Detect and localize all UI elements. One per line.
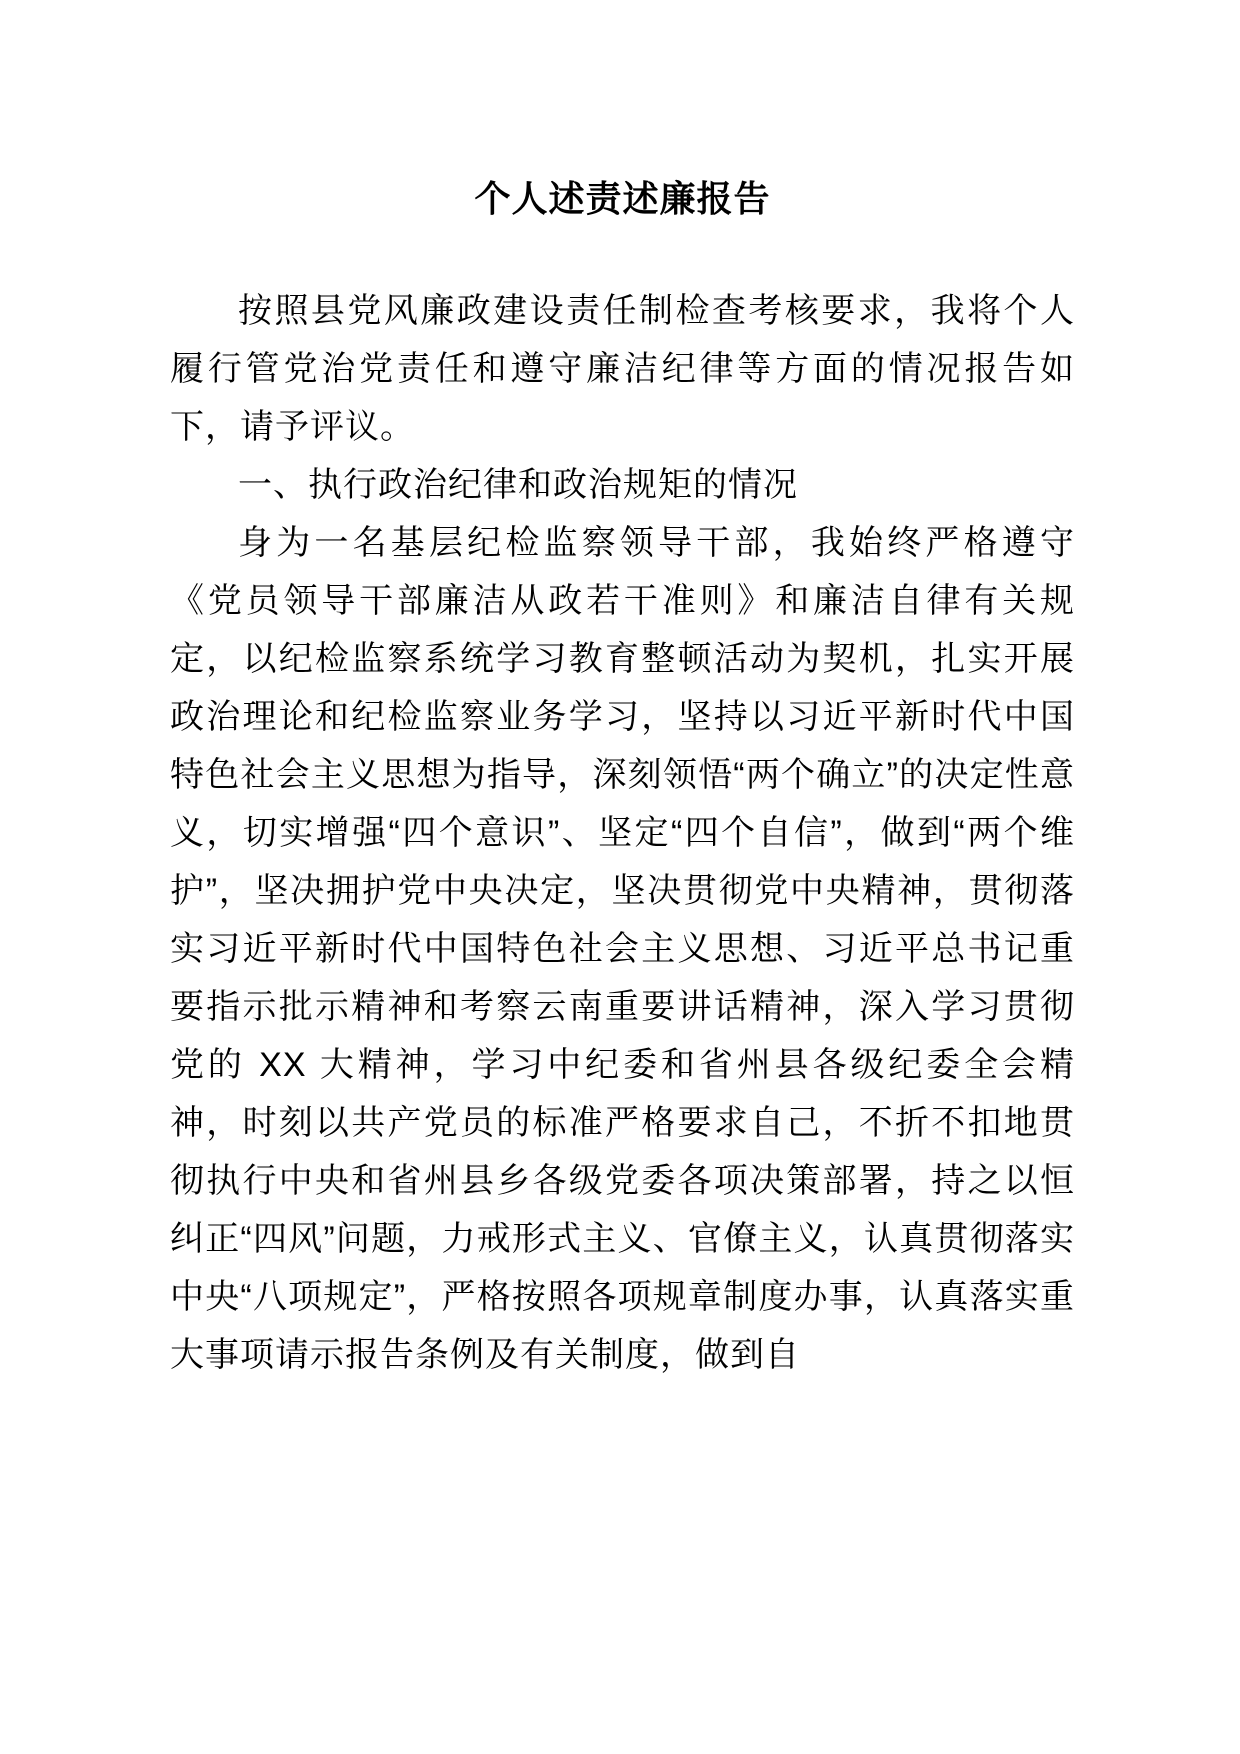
- paragraph-section-1-body: 身为一名基层纪检监察领导干部，我始终严格遵守《党员领导干部廉洁从政若干准则》和廉洁自律有关规定，以纪检监察系统学习教育整顿活动为契机，扎实开展政治理论和纪检监察业务学习，坚持以习近平新时代中国特色社会主义思想为指导，深刻领悟“两个确立”的决定性意义，切实增强“四个意识”、坚定“四个自信”，做到“两个维护”，坚决拥护党中央决定，坚决贯彻党中央精神，贯彻落实习近平新时代中国特色社会主义思想、习近平总书记重要指示批示精神和考察云南重要讲话精神，深入学习贯彻党的 XX 大精神，学习中纪委和省州县各级纪委全会精神，时刻以共产党员的标准严格要求自己，不折不扣地贯彻执行中央和省州县乡各级党委各项决策部署，持之以恒纠正“四风”问题，力戒形式主义、官僚主义，认真贯彻落实中央“八项规定”，严格按照各项规章制度办事，认真落实重大事项请示报告条例及有关制度，做到自: [170, 524, 1075, 1374]
- section-heading-1: 一、执行政治纪律和政治规矩的情况: [238, 466, 798, 504]
- document-title: 个人述责述廉报告: [474, 178, 771, 219]
- paragraph-intro: 按照县党风廉政建设责任制检查考核要求，我将个人履行管党治党责任和遵守廉洁纪律等方面的情况报告如下，请予评议。: [170, 292, 1075, 446]
